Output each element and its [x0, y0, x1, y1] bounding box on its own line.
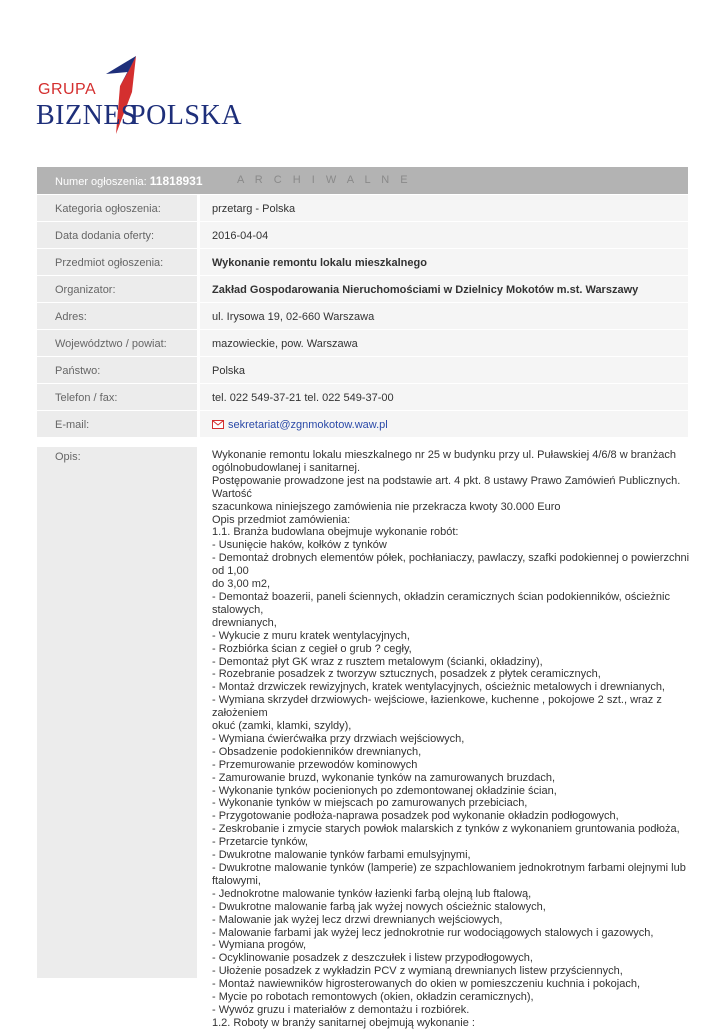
listing-header — [37, 167, 688, 194]
description-line: - Dwukrotne malowanie tynków (lamperie) ze szpachlowaniem jednokrotnym farbami olejnymi lub — [212, 862, 686, 874]
description-line: - Ułożenie posadzek z wykładzin PCV z wymianą drewnianych listew przyściennych, — [212, 965, 623, 978]
row-label: Opis: — [37, 447, 197, 978]
description-line: Opis przedmiot zamówienia: — [212, 513, 351, 526]
row-label: Adres: — [37, 303, 197, 329]
description-line: ogólnobudowlanej i sanitarnej. — [212, 461, 360, 474]
row-label: Państwo: — [37, 357, 197, 383]
description-line: - Wymiana progów, — [212, 939, 307, 952]
row-email — [37, 411, 688, 437]
description-line: okuć (zamki, klamki, szyldy), — [212, 720, 352, 733]
description-line: - Wymiana skrzydeł drzwiowych- wejściowe, łazienkowe, kuchenne , pokojowe 2 szt., wraz z założeniem — [212, 694, 662, 720]
description-line: - Wykucie z muru kratek wentylacyjnych, — [212, 629, 410, 642]
description-line: Postępowanie prowadzone jest na podstawie art. 4 pkt. 8 ustawy Prawo Zamówień Publicznych. Wartość — [212, 474, 681, 500]
description-line: - Przemurowanie przewodów kominowych — [212, 758, 418, 771]
logo — [36, 52, 242, 144]
description-line: - Montaż drzwiczek rewizyjnych, kratek wentylacyjnych, ościeżnic metalowych i drewnianych, — [212, 681, 665, 694]
description-line: - Zamurowanie bruzd, wykonanie tynków na zamurowanych bruzdach, — [212, 771, 555, 784]
row-label: Przedmiot ogłoszenia: — [37, 249, 197, 275]
logo-polska: POLSKA — [130, 100, 242, 131]
row-description — [37, 447, 690, 1029]
description-line: - Demontaż drobnych elementów półek, pochłaniaczy, pawlaczy, szafki podokiennej o powierzchni od 1,00 — [212, 552, 690, 578]
description-line: - Wykonanie tynków w miejscach po zamurowanych przebiciach, — [212, 797, 528, 810]
description-line: 1.1. Branża budowlana obejmuje wykonanie robót: — [212, 526, 459, 539]
row-value: tel. 022 549-37-21 tel. 022 549-37-00 — [200, 384, 688, 410]
logo-grupa: GRUPA — [38, 81, 97, 98]
row-value: Wykonanie remontu lokalu mieszkalnego — [200, 249, 688, 275]
description-line: Wykonanie remontu lokalu mieszkalnego nr 25 w budynku przy ul. Puławskiej 4/6/8 w branżach — [212, 449, 676, 461]
row-label: Województwo / powiat: — [37, 330, 197, 356]
description-line: - Wywóz gruzu i materiałów z demontażu i rozbiórek. — [212, 1003, 470, 1016]
row-label: Kategoria ogłoszenia: — [37, 195, 197, 221]
description-line: - Obsadzenie podokienników drewnianych, — [212, 745, 422, 758]
row-value: mazowieckie, pow. Warszawa — [200, 330, 688, 356]
description-line: - Dwukrotne malowanie tynków farbami emulsyjnymi, — [212, 849, 471, 862]
description-line: - Wymiana ćwierćwałka przy drzwiach wejściowych, — [212, 732, 465, 745]
row-label: Organizator: — [37, 276, 197, 302]
description-line: ftalowymi, — [212, 874, 261, 887]
listing-number-value: 11818931 — [149, 174, 203, 188]
row-value — [200, 447, 690, 1029]
description-text — [212, 449, 690, 1030]
description-line: - Rozbiórka ścian z cegieł o grub ? cegły, — [212, 642, 412, 655]
row-label: Data dodania oferty: — [37, 222, 197, 248]
row-address — [37, 303, 688, 329]
description-line: do 3,00 m2, — [212, 578, 271, 591]
row-value: ul. Irysowa 19, 02-660 Warszawa — [200, 303, 688, 329]
description-line: - Montaż nawiewników higrosterowanych do okien w pomieszczeniu kuchnia i pokojach, — [212, 978, 640, 991]
description-line: - Ocyklinowanie posadzek z deszczułek i listew przypodłogowych, — [212, 952, 533, 965]
row-country — [37, 357, 688, 383]
description-line: - Usunięcie haków, kołków z tynków — [212, 539, 387, 552]
row-value: 2016-04-04 — [200, 222, 688, 248]
row-value — [200, 411, 688, 437]
description-line: - Malowanie farbami jak wyżej lecz jednokrotnie rur wodociągowych stalowych i gazowych, — [212, 926, 654, 939]
description-line: drewnianych, — [212, 616, 277, 629]
description-line: - Mycie po robotach remontowych (okien, okładzin ceramicznych), — [212, 991, 534, 1004]
row-phone — [37, 384, 688, 410]
row-value: przetarg - Polska — [200, 195, 688, 221]
description-line: - Demontaż boazerii, paneli ściennych, okładzin ceramicznych ścian podokienników, ościeżnic stalowych, — [212, 590, 670, 616]
description-line: 1.2. Roboty w branży sanitarnej obejmują wykonanie : — [212, 1016, 475, 1029]
envelope-icon — [212, 420, 224, 429]
row-value: Polska — [200, 357, 688, 383]
row-category — [37, 195, 688, 221]
row-date — [37, 222, 688, 248]
listing-number-label: Numer ogłoszenia: — [55, 176, 147, 188]
row-value: Zakład Gospodarowania Nieruchomościami w Dzielnicy Mokotów m.st. Warszawy — [200, 276, 688, 302]
logo-biznes: BIZNES — [36, 100, 137, 131]
listing-number — [55, 174, 203, 188]
description-line: szacunkowa niniejszego zamówienia nie przekracza kwoty 30.000 Euro — [212, 500, 561, 513]
row-region — [37, 330, 688, 356]
row-subject — [37, 249, 688, 275]
description-line: - Malowanie jak wyżej lecz drzwi drewnianych wejściowych, — [212, 913, 503, 926]
row-label: E-mail: — [37, 411, 197, 437]
email-link[interactable]: sekretariat@zgnmokotow.waw.pl — [228, 419, 388, 431]
row-label: Telefon / fax: — [37, 384, 197, 410]
description-line: - Dwukrotne malowanie farbą jak wyżej nowych ościeżnic stalowych, — [212, 900, 546, 913]
description-line: - Wykonanie tynków pocienionych po zdemontowanej okładzinie ścian, — [212, 784, 557, 797]
description-line: - Przetarcie tynków, — [212, 836, 308, 849]
description-line: - Przygotowanie podłoża-naprawa posadzek pod wykonanie okładzin podłogowych, — [212, 810, 619, 823]
description-line: - Zeskrobanie i zmycie starych powłok malarskich z tynków z wykonaniem gruntowania podłoża, — [212, 823, 680, 836]
row-organizer — [37, 276, 688, 302]
description-line: - Demontaż płyt GK wraz z rusztem metalowym (ścianki, okładziny), — [212, 655, 543, 668]
archive-status: A R C H I W A L N E — [237, 174, 412, 186]
description-line: - Jednokrotne malowanie tynków łazienki farbą olejną lub ftalową, — [212, 887, 532, 900]
description-line: - Rozebranie posadzek z tworzyw sztucznych, posadzek z płytek ceramicznych, — [212, 668, 601, 681]
